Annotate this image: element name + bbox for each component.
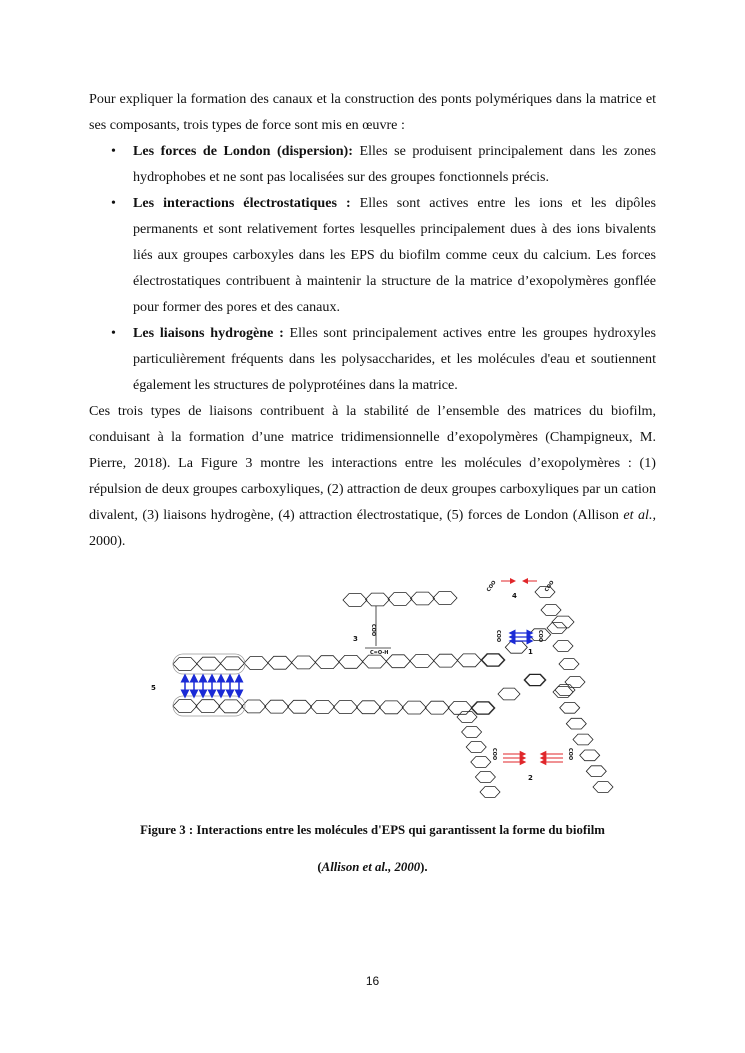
summary-paragraph — [89, 398, 656, 554]
list-item — [89, 320, 656, 398]
intro-paragraph: Pour expliquer la formation des canaux et la construction des ponts polymériques dans la matrice et ses composants, trois types de force sont mis en œuvre : — [89, 91, 656, 133]
sugar-ring — [586, 766, 606, 777]
sugar-ring — [315, 656, 339, 669]
sugar-ring — [553, 641, 573, 652]
bullet-icon: • — [111, 143, 116, 159]
sugar-ring — [433, 592, 457, 605]
sugar-ring — [268, 656, 292, 669]
sugar-ring — [498, 688, 520, 700]
caption-reference — [89, 849, 656, 886]
label-4: 4 — [512, 592, 517, 600]
sugar-ring — [242, 700, 266, 713]
cation-arrows — [503, 754, 563, 762]
sugar-ring — [580, 750, 600, 761]
sugar-ring — [541, 605, 561, 616]
sugar-ring — [457, 654, 481, 667]
figure-caption — [89, 812, 656, 886]
sugar-ring — [434, 654, 458, 667]
sugar-ring — [466, 742, 486, 753]
list-item-title: Les interactions électrostatiques : — [133, 195, 351, 211]
sugar-ring — [343, 594, 367, 607]
list-item-title: Les liaisons hydrogène : — [133, 325, 284, 341]
label-1: 1 — [528, 648, 533, 656]
sugar-ring — [565, 677, 585, 688]
sugar-ring — [593, 782, 613, 793]
sugar-ring — [265, 700, 289, 713]
sugar-ring — [219, 700, 243, 713]
sugar-ring — [471, 702, 495, 715]
list-item — [89, 138, 656, 190]
functional-groups — [370, 580, 573, 760]
sugar-ring — [173, 658, 197, 671]
sugar-ring — [411, 592, 435, 605]
list-item — [89, 190, 656, 320]
eps-interactions-figure — [145, 562, 625, 798]
sugar-ring — [402, 701, 426, 714]
sugar-ring — [425, 701, 449, 714]
summary-text: Ces trois types de liaisons contribuent à la stabilité de l’ensemble des matrices du biofilm, conduisant à la formation d’une matrice tridimensionnelle d’exopolymères (Champigneux, M. Pierre, 2018). La Figure 3 montre les interactions entre les molécules d’exopolymères : (1) répulsion de deux groupes carboxyliques, (2) attraction de deux groupes carboxyliques par un cation divalent, (3) liaisons hydrogène, (4) attraction électrostatique, (5) forces de London (Allison — [89, 403, 656, 523]
sugar-ring — [388, 593, 412, 606]
sugar-ring — [462, 727, 482, 738]
sugar-ring — [410, 655, 434, 668]
sugar-ring — [480, 787, 500, 798]
sugar-ring — [366, 593, 390, 606]
caption-ref: Allison et al., 2000 — [321, 860, 421, 874]
sugar-ring — [356, 701, 380, 714]
carboxyl-group-label: COO — [491, 748, 497, 761]
sugar-ring — [197, 657, 221, 670]
sugar-ring — [244, 657, 268, 670]
sugar-ring — [481, 654, 505, 667]
hydrogen-bond-group — [365, 606, 391, 648]
sugar-ring — [292, 656, 316, 669]
bullet-icon: • — [111, 195, 116, 211]
sugar-ring — [559, 659, 579, 670]
carboxyl-group-label: COO — [495, 630, 501, 643]
sugar-ring — [471, 757, 491, 768]
sugar-ring — [560, 703, 580, 714]
sugar-ring — [386, 655, 410, 668]
carboxyl-group-label: COO — [485, 579, 498, 594]
sugar-ring — [196, 700, 220, 713]
sugar-ring — [220, 657, 244, 670]
sugar-ring — [288, 700, 312, 713]
body-text — [89, 86, 656, 554]
sugar-ring — [566, 718, 586, 729]
carboxyl-group-label: COO — [370, 624, 376, 637]
sugar-ring — [334, 701, 358, 714]
list-item-text: Elles sont actives entre les ions et les dipôles permanents et sont relativement fortes lesquelles principalement dues à des ions bivalents liés aux groupes carboxyles dans les EPS du biofilm comme ceux du calcium. Les forces électrostatiques contribuent à maintenir la structure de la matrice d’exopolymères gonflée pour former des pores et des canaux. — [133, 195, 657, 315]
sugar-ring — [363, 655, 387, 668]
carboxyl-group-label: COO — [567, 748, 573, 761]
sugar-ring — [379, 701, 403, 714]
caption-open: ( — [317, 860, 322, 874]
hydroxyl-group-label: C=O-H — [370, 650, 389, 656]
caption-title: Figure 3 : Interactions entre les molécules d'EPS qui garantissent la forme du biofilm — [140, 823, 605, 837]
list-item-title: Les forces de London (dispersion): — [133, 143, 353, 159]
summary-text-end: 2000). — [89, 533, 126, 549]
sugar-ring — [339, 655, 363, 668]
sugar-ring — [311, 701, 335, 714]
label-2: 2 — [528, 774, 533, 782]
caption-close: ). — [420, 860, 428, 874]
sugar-ring — [552, 616, 574, 628]
bullet-icon: • — [111, 325, 116, 341]
page-number: 16 — [365, 974, 380, 988]
list-item-text: Elles se produisent principalement dans les zones hydrophobes et ne sont pas localisées sur des groupes fonctionnels précis. — [133, 143, 656, 185]
label-3: 3 — [353, 635, 358, 643]
sugar-ring — [505, 641, 527, 653]
list-item-text: Elles sont principalement actives entre les groupes hydroxyles particulièrement fréquents dans les polysaccharides, et les molécules d'eau et soutiennent également les structures de polyprotéines dans la matrice. — [133, 325, 656, 393]
carboxyl-group-label: COO — [543, 579, 556, 594]
london-arrows — [185, 678, 239, 694]
london-highlight — [173, 654, 245, 716]
sugar-ring — [573, 734, 593, 745]
sugar-ring — [448, 701, 472, 714]
sugar-ring — [475, 772, 495, 783]
sugar-ring — [525, 675, 545, 686]
repulsion-arrows — [512, 633, 530, 641]
sugar-ring — [524, 674, 546, 686]
label-5: 5 — [151, 684, 156, 692]
figure-labels — [151, 592, 533, 782]
sugar-ring — [173, 700, 197, 713]
carboxyl-group-label: COO — [537, 630, 543, 643]
force-list — [89, 138, 656, 398]
summary-et-al: et al., — [623, 507, 656, 523]
